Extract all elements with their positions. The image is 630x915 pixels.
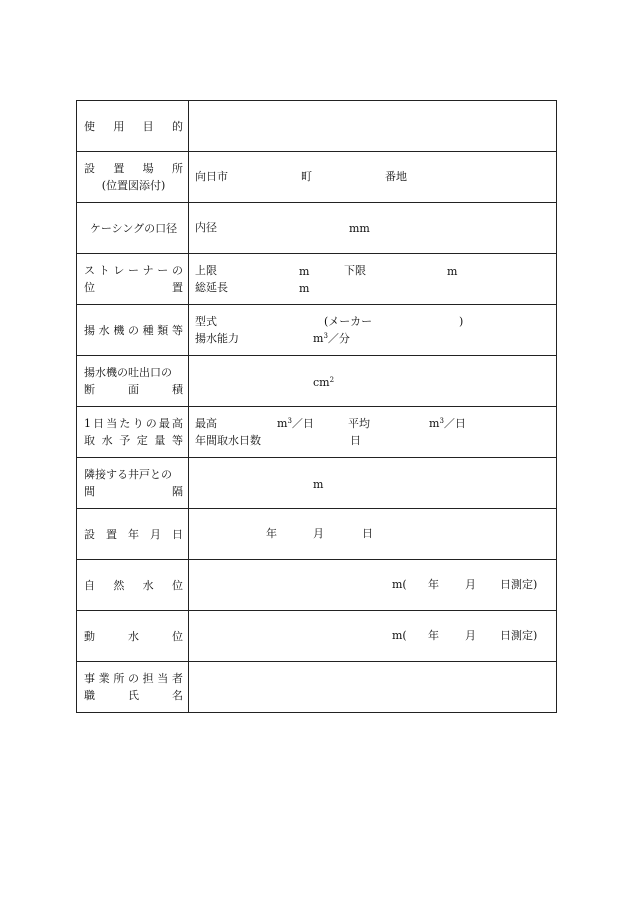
city-name: 向日市 [195, 170, 228, 183]
natural-level-unit: m( [392, 578, 407, 591]
pump-capacity-label: 揚水能力 [195, 332, 239, 345]
diameter-unit: mm [349, 222, 370, 235]
dynamic-level-year: 年 [428, 629, 439, 642]
casing-label-cell [77, 203, 189, 254]
location-label: 設 置 場 所 [84, 162, 183, 175]
avg-intake-label: 平均 [348, 417, 370, 430]
purpose-field[interactable] [189, 101, 557, 152]
daily-intake-label-cell [77, 407, 189, 458]
table-row [77, 305, 557, 356]
outlet-area-label-cell [77, 356, 189, 407]
daily-intake-label-line1: 1 日 当 た り の 最 高 [84, 417, 183, 430]
contact-person-field[interactable] [189, 662, 557, 713]
maker-close: ) [459, 315, 464, 328]
table-row [77, 458, 557, 509]
outlet-area-unit: $cm^2$ [313, 376, 335, 389]
pump-type-field[interactable] [189, 305, 557, 356]
table-row [77, 407, 557, 458]
maker-open: (メーカー [324, 315, 373, 328]
natural-level-label-cell [77, 560, 189, 611]
outlet-area-label-line2: 断 面 積 [84, 383, 183, 396]
strainer-label-line2: 位 置 [84, 281, 183, 294]
outlet-area-label-line1: 揚水機の吐出口の [84, 366, 172, 379]
dynamic-level-field[interactable] [189, 611, 557, 662]
avg-intake-unit: $m^3/$日 [429, 417, 466, 430]
pump-type-label: 揚 水 機 の 種 類 等 [84, 323, 183, 337]
annual-days-label: 年間取水日数 [195, 434, 261, 447]
contact-person-label-line2: 職 氏 名 [84, 689, 183, 702]
purpose-label: 使 用 目 的 [84, 119, 183, 133]
town-suffix: 町 [301, 170, 312, 183]
upper-limit-label: 上限 [195, 264, 217, 277]
table-row [77, 356, 557, 407]
table-row [77, 611, 557, 662]
casing-field[interactable] [189, 203, 557, 254]
natural-level-month: 月 [465, 578, 476, 591]
natural-level-year: 年 [428, 578, 439, 591]
lower-limit-label: 下限 [344, 264, 366, 277]
table-row [77, 254, 557, 305]
well-distance-label-line1: 隣接する井戸との [84, 468, 172, 481]
well-distance-unit: m [313, 478, 324, 491]
inner-diameter-prefix: 内径 [195, 221, 217, 234]
natural-level-label: 自 然 水 位 [84, 578, 183, 592]
install-day: 日 [362, 527, 373, 540]
upper-limit-unit: m [299, 265, 310, 278]
model-label: 型式 [195, 315, 217, 328]
table-row [77, 101, 557, 152]
install-month: 月 [313, 527, 324, 540]
install-date-label-cell [77, 509, 189, 560]
install-date-label: 設 置 年 月 日 [84, 527, 183, 541]
table-row [77, 203, 557, 254]
dynamic-level-unit: m( [392, 629, 407, 642]
natural-level-measured: 日測定) [500, 578, 538, 591]
total-length-label: 総延長 [195, 281, 228, 294]
install-year: 年 [266, 527, 277, 540]
pump-type-label-cell [77, 305, 189, 356]
annual-days-unit: 日 [350, 434, 361, 447]
well-distance-label-cell [77, 458, 189, 509]
contact-person-label-cell [77, 662, 189, 713]
total-length-unit: m [299, 282, 310, 295]
table-row [77, 509, 557, 560]
dynamic-level-label: 動 水 位 [84, 629, 183, 643]
natural-level-field[interactable] [189, 560, 557, 611]
pump-capacity-unit: $m^3/$分 [313, 332, 350, 345]
daily-intake-label-line2: 取 水 予 定 量 等 [84, 434, 183, 447]
location-sublabel: (位置図添付) [101, 179, 166, 192]
well-distance-field[interactable] [189, 458, 557, 509]
dynamic-level-measured: 日測定) [500, 629, 538, 642]
install-date-field[interactable] [189, 509, 557, 560]
location-field[interactable] [189, 152, 557, 203]
strainer-label-line1: ス ト レ ー ナ ー の [84, 264, 183, 277]
dynamic-level-label-cell [77, 611, 189, 662]
well-distance-label-line2: 間 隔 [84, 485, 183, 498]
max-intake-label: 最高 [195, 417, 217, 430]
contact-person-label-line1: 事 業 所 の 担 当 者 [84, 672, 183, 685]
table-row [77, 662, 557, 713]
location-label-cell [77, 152, 189, 203]
max-intake-unit: $m^3/$日 [277, 417, 314, 430]
lower-limit-unit: m [447, 265, 458, 278]
strainer-label-cell [77, 254, 189, 305]
strainer-field[interactable] [189, 254, 557, 305]
daily-intake-field[interactable] [189, 407, 557, 458]
outlet-area-field[interactable] [189, 356, 557, 407]
dynamic-level-month: 月 [465, 629, 476, 642]
purpose-label-cell [77, 101, 189, 152]
well-application-form [76, 100, 557, 713]
casing-label: ケーシングの口径 [89, 221, 178, 235]
table-row [77, 560, 557, 611]
table-row [77, 152, 557, 203]
lot-suffix: 番地 [385, 170, 407, 183]
